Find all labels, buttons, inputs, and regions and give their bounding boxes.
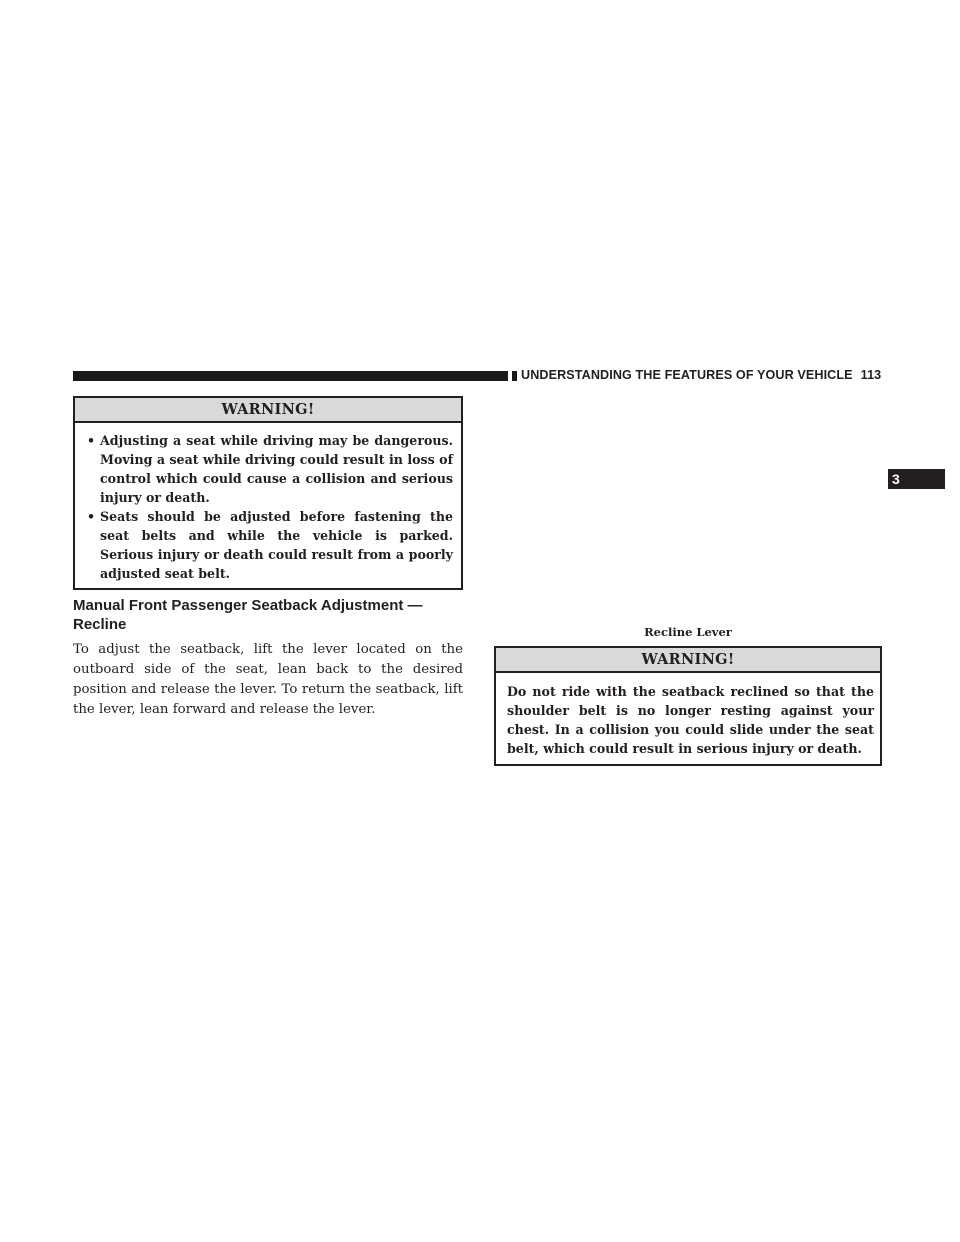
warning-item <box>87 431 453 507</box>
header-rule <box>73 371 508 381</box>
bullet-icon: • <box>87 509 96 524</box>
page-number: 113 <box>860 368 882 382</box>
warning-body: Do not ride with the seatback reclined so that the shoulder belt is no longer resting against your chest. In a collision you could slide under the seat belt, which could result in serious injury or death. <box>507 684 874 756</box>
running-header <box>521 368 881 382</box>
warning-item <box>87 507 453 583</box>
warning-item-text: Adjusting a seat while driving may be dangerous. Moving a seat while driving could result in loss of control which could cause a collision and serious injury or death. <box>100 433 453 505</box>
header-rule-end <box>512 371 517 381</box>
warning-heading: WARNING! <box>496 648 880 673</box>
warning-item-text: Seats should be adjusted before fastening the seat belts and while the vehicle is parked. Serious injury or death could result from a poorly adjusted seat belt. <box>100 509 453 581</box>
bullet-icon: • <box>87 433 96 448</box>
warning-heading: WARNING! <box>75 398 461 423</box>
body-paragraph: To adjust the seatback, lift the lever located on the outboard side of the seat, lean back to the desired position and release the lever. To return the seatback, lift the lever, lean forward and release the lever. <box>73 642 463 717</box>
figure-image-placeholder <box>494 396 882 618</box>
running-header-title: UNDERSTANDING THE FEATURES OF YOUR VEHICLE <box>521 368 853 382</box>
chapter-tab: 3 <box>888 469 945 489</box>
warning-box-seat-adjust <box>73 396 463 590</box>
warning-list <box>75 423 461 583</box>
warning-box-recline <box>494 646 882 766</box>
section-heading: Manual Front Passenger Seatback Adjustment — Recline <box>73 597 423 633</box>
figure-caption: Recline Lever <box>644 625 732 639</box>
